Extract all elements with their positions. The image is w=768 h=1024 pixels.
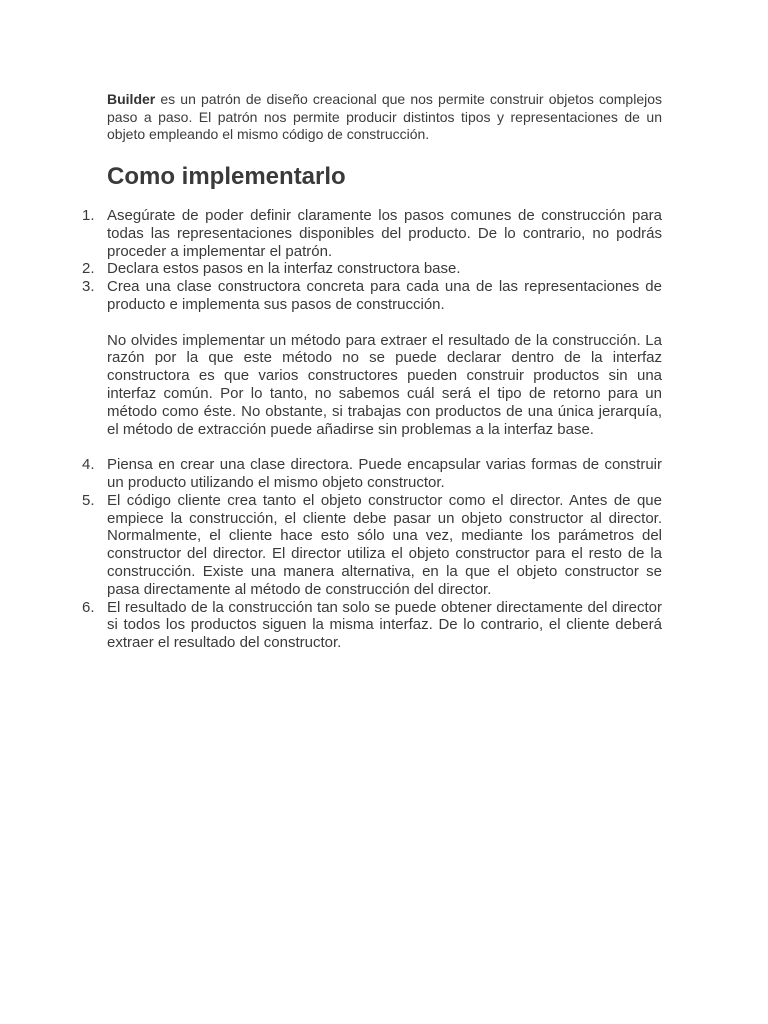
intro-paragraph xyxy=(107,91,662,144)
list-item-number: 1. xyxy=(82,207,95,224)
list-item-note: No olvides implementar un método para extraer el resultado de la construcción. La razón por la que este método no se puede declarar dentro de la interfaz constructora es que varios constructores pueden construir productos sin una interfaz común. Por lo tanto, no sabemos cuál será el tipo de retorno para un método como éste. No obstante, si trabajas con productos de una única jerarquía, el método de extracción puede añadirse sin problemas a la interfaz base. xyxy=(107,331,662,438)
list-item xyxy=(0,599,662,652)
intro-text: es un patrón de diseño creacional que nos permite construir objetos complejos paso a paso. El patrón nos permite producir distintos tipos y representaciones de un objeto empleando el mismo código de construcción. xyxy=(107,91,662,142)
list-item-text: Declara estos pasos en la interfaz constructora base. xyxy=(107,260,461,278)
list-item-number: 6. xyxy=(82,598,95,616)
list-item xyxy=(0,492,662,599)
section-heading: Como implementarlo xyxy=(107,163,346,190)
list-item-text: El resultado de la construcción tan solo se puede obtener directamente del director si todos los productos siguen la misma interfaz. De lo contrario, el cliente deberá extraer el resultado del constructor. xyxy=(107,598,662,652)
list-item-number: 3. xyxy=(82,278,95,296)
intro-term: Builder xyxy=(107,91,156,107)
steps-list xyxy=(0,207,768,652)
list-item-text: Piensa en crear una clase directora. Puede encapsular varias formas de construir un producto utilizando el mismo objeto constructor. xyxy=(107,456,662,491)
list-item-number: 4. xyxy=(82,456,95,474)
list-item-number: 2. xyxy=(82,260,95,278)
list-item-text: Asegúrate de poder definir claramente los pasos comunes de construcción para todas las representaciones disponibles del producto. De lo contrario, no podrás proceder a implementar el patrón. xyxy=(107,207,662,260)
list-item xyxy=(0,260,662,278)
list-item-text: Crea una clase constructora concreta para cada una de las representaciones de producto e implementa sus pasos de construcción. xyxy=(107,278,662,313)
list-item-number: 5. xyxy=(82,491,95,509)
list-item xyxy=(0,207,662,260)
list-item xyxy=(0,456,662,492)
list-item xyxy=(0,278,662,438)
list-item-text: El código cliente crea tanto el objeto constructor como el director. Antes de que empiece la construcción, el cliente debe pasar un objeto constructor al director. Normalmente, el cliente hace esto sólo una vez, mediante los parámetros del constructor del director. El director utiliza el objeto constructor para el resto de la construcción. Existe una manera alternativa, en la que el objeto constructor se pasa directamente al método de construcción del director. xyxy=(107,491,662,598)
